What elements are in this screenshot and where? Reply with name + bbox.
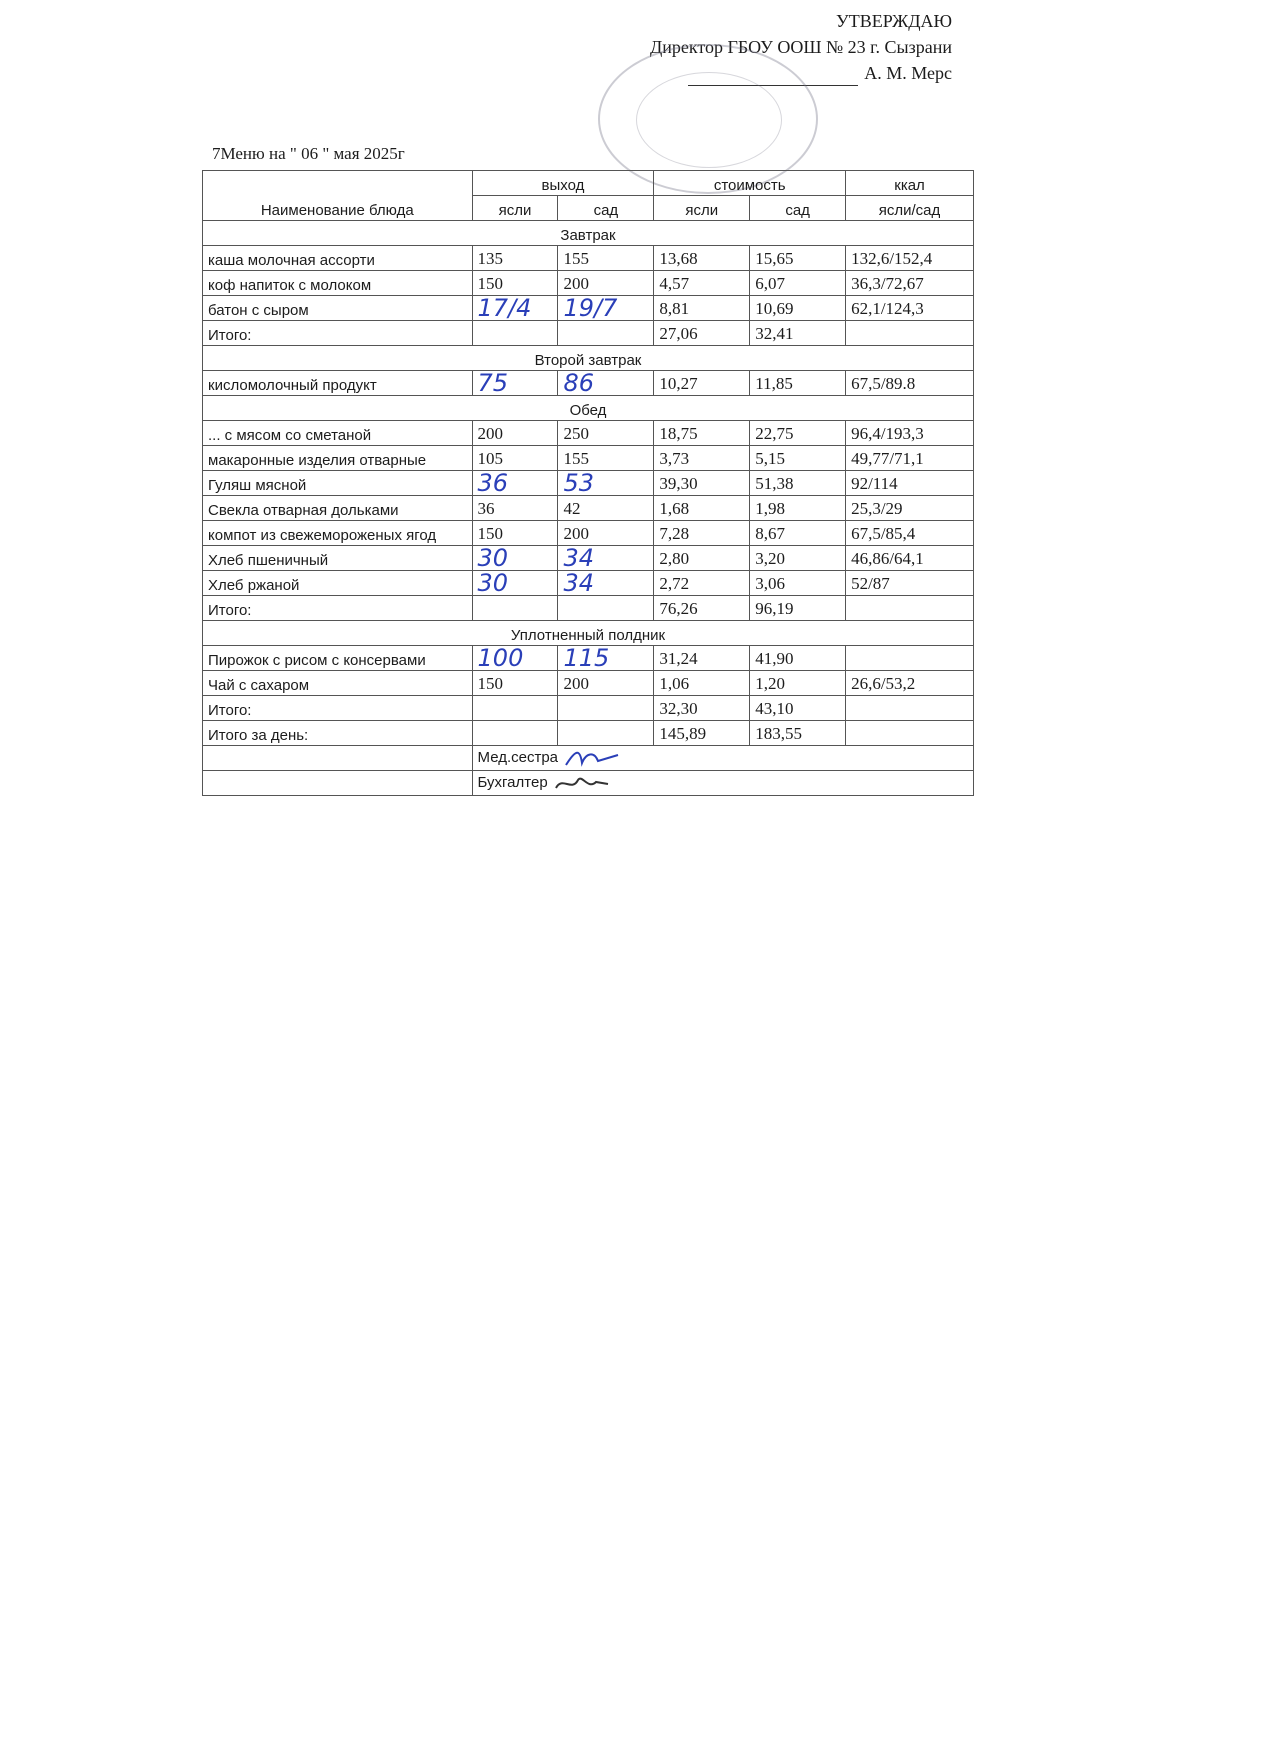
dish-name: коф напиток с молоком [203,271,473,296]
section-row [203,621,974,646]
cost-nursery: 2,80 [654,546,750,571]
table-row [203,496,974,521]
table-row [203,571,974,596]
output-nursery-handwritten: 100 [472,646,558,671]
kcal: 92/114 [846,471,974,496]
cost-nursery: 10,27 [654,371,750,396]
output-garden [558,696,654,721]
cost-garden: 32,41 [750,321,846,346]
kcal: 49,77/71,1 [846,446,974,471]
dish-name: Хлеб пшеничный [203,546,473,571]
output-nursery: 36 [472,496,558,521]
table-row [203,246,974,271]
table-row [203,696,974,721]
kcal: 132,6/152,4 [846,246,974,271]
cost-garden: 41,90 [750,646,846,671]
dish-name: компот из свежемороженых ягод [203,521,473,546]
output-nursery-handwritten: 36 [472,471,558,496]
output-nursery [472,596,558,621]
table-row [203,271,974,296]
cost-garden: 43,10 [750,696,846,721]
output-garden [558,321,654,346]
dish-name: Свекла отварная дольками [203,496,473,521]
kcal: 67,5/85,4 [846,521,974,546]
sub-garden-output: сад [558,196,654,221]
table-row [203,371,974,396]
nurse-signature [562,747,622,769]
output-nursery: 150 [472,271,558,296]
table-row [203,421,974,446]
cost-nursery: 1,68 [654,496,750,521]
cost-nursery: 145,89 [654,721,750,746]
cost-nursery: 27,06 [654,321,750,346]
dish-name: Итого: [203,596,473,621]
output-garden [558,721,654,746]
output-nursery: 105 [472,446,558,471]
sub-nursery-cost: ясли [654,196,750,221]
kcal [846,321,974,346]
output-garden-handwritten: 34 [558,571,654,596]
signature-row [203,771,974,796]
output-nursery-handwritten: 30 [472,571,558,596]
cost-garden: 10,69 [750,296,846,321]
table-row [203,471,974,496]
cost-nursery: 31,24 [654,646,750,671]
output-garden: 250 [558,421,654,446]
output-garden: 155 [558,446,654,471]
dish-name: Гуляш мясной [203,471,473,496]
section-row [203,221,974,246]
dish-name: Итого: [203,696,473,721]
kcal: 52/87 [846,571,974,596]
dish-name: Чай с сахаром [203,671,473,696]
kcal [846,596,974,621]
menu-title: 7Меню на " 06 " мая 2025г [212,144,405,163]
section-second-breakfast: Второй завтрак [203,346,974,371]
output-nursery: 200 [472,421,558,446]
table-row [203,296,974,321]
dish-name: батон с сыром [203,296,473,321]
col-cost-header: стоимость [654,171,846,196]
output-garden: 155 [558,246,654,271]
output-garden [558,596,654,621]
col-output-header: выход [472,171,654,196]
cost-nursery: 39,30 [654,471,750,496]
cost-garden: 1,20 [750,671,846,696]
kcal: 96,4/193,3 [846,421,974,446]
cost-nursery: 1,06 [654,671,750,696]
section-row [203,346,974,371]
output-garden: 200 [558,671,654,696]
output-nursery: 150 [472,671,558,696]
dish-name: каша молочная ассорти [203,246,473,271]
director-name: А. М. Мерс [864,63,952,83]
table-row [203,321,974,346]
output-garden-handwritten: 19/7 [558,296,654,321]
cost-nursery: 7,28 [654,521,750,546]
kcal [846,646,974,671]
cost-nursery: 3,73 [654,446,750,471]
output-nursery-handwritten: 75 [472,371,558,396]
director-title: Директор ГБОУ ООШ № 23 г. Сызрани [649,37,952,57]
table-row [203,446,974,471]
dish-name: ... с мясом со сметаной [203,421,473,446]
dish-name: Пирожок с рисом с консервами [203,646,473,671]
col-kcal-header: ккал [846,171,974,196]
output-garden: 200 [558,521,654,546]
cost-nursery: 32,30 [654,696,750,721]
table-row [203,596,974,621]
col-dish-header: Наименование блюда [203,171,473,221]
cost-nursery: 4,57 [654,271,750,296]
table-row [203,546,974,571]
output-nursery-handwritten: 17/4 [472,296,558,321]
output-nursery: 135 [472,246,558,271]
cost-garden: 1,98 [750,496,846,521]
output-nursery [472,721,558,746]
cost-nursery: 13,68 [654,246,750,271]
output-garden: 200 [558,271,654,296]
cost-garden: 6,07 [750,271,846,296]
table-row [203,521,974,546]
cost-nursery: 76,26 [654,596,750,621]
cost-nursery: 8,81 [654,296,750,321]
cost-garden: 3,20 [750,546,846,571]
output-nursery [472,321,558,346]
accountant-signature [552,772,612,794]
sub-garden-cost: сад [750,196,846,221]
output-nursery-handwritten: 30 [472,546,558,571]
kcal: 25,3/29 [846,496,974,521]
section-snack: Уплотненный полдник [203,621,974,646]
output-garden: 42 [558,496,654,521]
dish-name: Хлеб ржаной [203,571,473,596]
output-garden-handwritten: 53 [558,471,654,496]
signature-row [203,746,974,771]
kcal [846,696,974,721]
output-garden-handwritten: 86 [558,371,654,396]
table-row [203,671,974,696]
cost-garden: 15,65 [750,246,846,271]
kcal: 67,5/89.8 [846,371,974,396]
output-nursery: 150 [472,521,558,546]
approve-title: УТВЕРЖДАЮ [835,11,952,31]
menu-table [202,170,974,796]
accountant-label: Бухгалтер [477,773,548,791]
dish-name: Итого за день: [203,721,473,746]
nurse-label: Мед.сестра [477,748,559,766]
output-garden-handwritten: 34 [558,546,654,571]
cost-garden: 22,75 [750,421,846,446]
sub-kcal: ясли/сад [846,196,974,221]
cost-garden: 11,85 [750,371,846,396]
section-lunch: Обед [203,396,974,421]
cost-garden: 96,19 [750,596,846,621]
kcal [846,721,974,746]
section-row [203,396,974,421]
cost-nursery: 2,72 [654,571,750,596]
table-header-row [203,171,974,196]
cost-garden: 3,06 [750,571,846,596]
kcal: 26,6/53,2 [846,671,974,696]
cost-garden: 51,38 [750,471,846,496]
cost-garden: 8,67 [750,521,846,546]
table-row [203,721,974,746]
kcal: 46,86/64,1 [846,546,974,571]
cost-nursery: 18,75 [654,421,750,446]
cost-garden: 183,55 [750,721,846,746]
cost-garden: 5,15 [750,446,846,471]
dish-name: кисломолочный продукт [203,371,473,396]
dish-name: макаронные изделия отварные [203,446,473,471]
kcal: 62,1/124,3 [846,296,974,321]
output-garden-handwritten: 115 [558,646,654,671]
table-row [203,646,974,671]
dish-name: Итого: [203,321,473,346]
output-nursery [472,696,558,721]
kcal: 36,3/72,67 [846,271,974,296]
section-breakfast: Завтрак [203,221,974,246]
sub-nursery-output: ясли [472,196,558,221]
